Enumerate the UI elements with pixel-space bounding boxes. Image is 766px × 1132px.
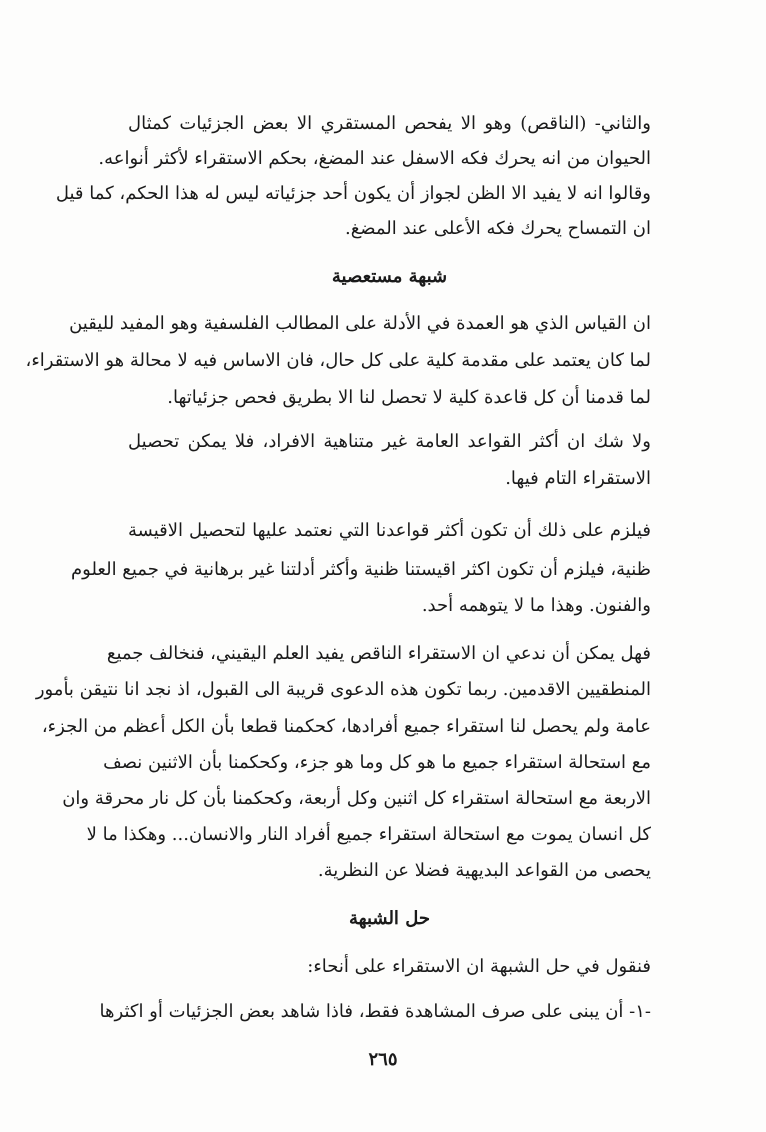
paragraph-line: لما قدمنا أن كل قاعدة كلية لا تحصل لنا الا بطريق فحص جزئياتها. — [167, 387, 651, 408]
paragraph-line: عامة ولم يحصل لنا استقراء جميع أفرادها، كحكمنا قطعا بأن الكل أعظم من الجزء، — [41, 716, 651, 737]
paragraph-line: والفنون. وهذا ما لا يتوهمه أحد. — [421, 595, 651, 616]
paragraph-line: مع استحالة استقراء جميع ما هو كل وما هو جزء، وكحكمنا بأن الاثنين نصف — [103, 752, 651, 773]
paragraph-line: -١- أن يبنى على صرف المشاهدة فقط، فاذا شاهد بعض الجزئيات أو اكثرها — [99, 1001, 651, 1022]
paragraph-line: الاربعة مع استحالة استقراء كل اثنين وكل أربعة، وكحكمنا بأن كل نار محرقة وان — [62, 788, 651, 809]
paragraph-line: كل انسان يموت مع استحالة استقراء جميع أفراد النار والانسان... وهكذا ما لا — [86, 824, 651, 845]
paragraph-line: الحيوان من انه يحرك فكه الاسفل عند المضغ، بحكم الاستقراء لأكثر أنواعه. — [98, 148, 651, 169]
paragraph-line: فنقول في حل الشبهة ان الاستقراء على أنحاء: — [307, 956, 651, 977]
paragraph-line: ولا شك ان أكثر القواعد العامة غير متناهية الافراد، فلا يمكن تحصيل — [128, 431, 651, 452]
paragraph-line: وقالوا انه لا يفيد الا الظن لجواز أن يكون أحد جزئياته ليس له هذا الحكم، كما قيل — [55, 183, 651, 204]
paragraph-line: والثاني- (الناقص) وهو الا يفحص المستقري الا بعض الجزئيات كمثال — [128, 113, 651, 134]
paragraph-line: فيلزم على ذلك أن تكون أكثر قواعدنا التي نعتمد عليها لتحصيل الاقيسة — [128, 520, 651, 541]
paragraph-line: ان التمساح يحرك فكه الأعلى عند المضغ. — [344, 218, 651, 239]
paragraph-line: لما كان يعتمد على مقدمة كلية على كل حال، فان الاساس فيه لا محالة هو الاستقراء، — [25, 350, 651, 371]
paragraph-line: فهل يمكن أن ندعي ان الاستقراء الناقص يفيد العلم اليقيني، فنخالف جميع — [106, 643, 651, 664]
paragraph-line: ظنية، فيلزم أن تكون اكثر اقيستنا ظنية وأكثر أدلتنا غير برهانية في جميع العلوم — [71, 559, 651, 580]
paragraph-line: يحصى من القواعد البديهية فضلا عن النظرية. — [317, 860, 651, 881]
section-heading: حل الشبهة — [349, 908, 430, 929]
paragraph-line: ان القياس الذي هو العمدة في الأدلة على المطالب الفلسفية وهو المفيد لليقين — [69, 313, 651, 334]
page-number: ٢٦٥ — [368, 1049, 398, 1070]
paragraph-line: المنطقيين الاقدمين. ربما تكون هذه الدعوى قريبة الى القبول، اذ نجد انا نتيقن بأمور — [35, 679, 651, 700]
paragraph-line: الاستقراء التام فيها. — [505, 468, 651, 489]
page-body — [25, 0, 651, 1040]
section-heading: شبهة مستعصية — [331, 266, 448, 287]
